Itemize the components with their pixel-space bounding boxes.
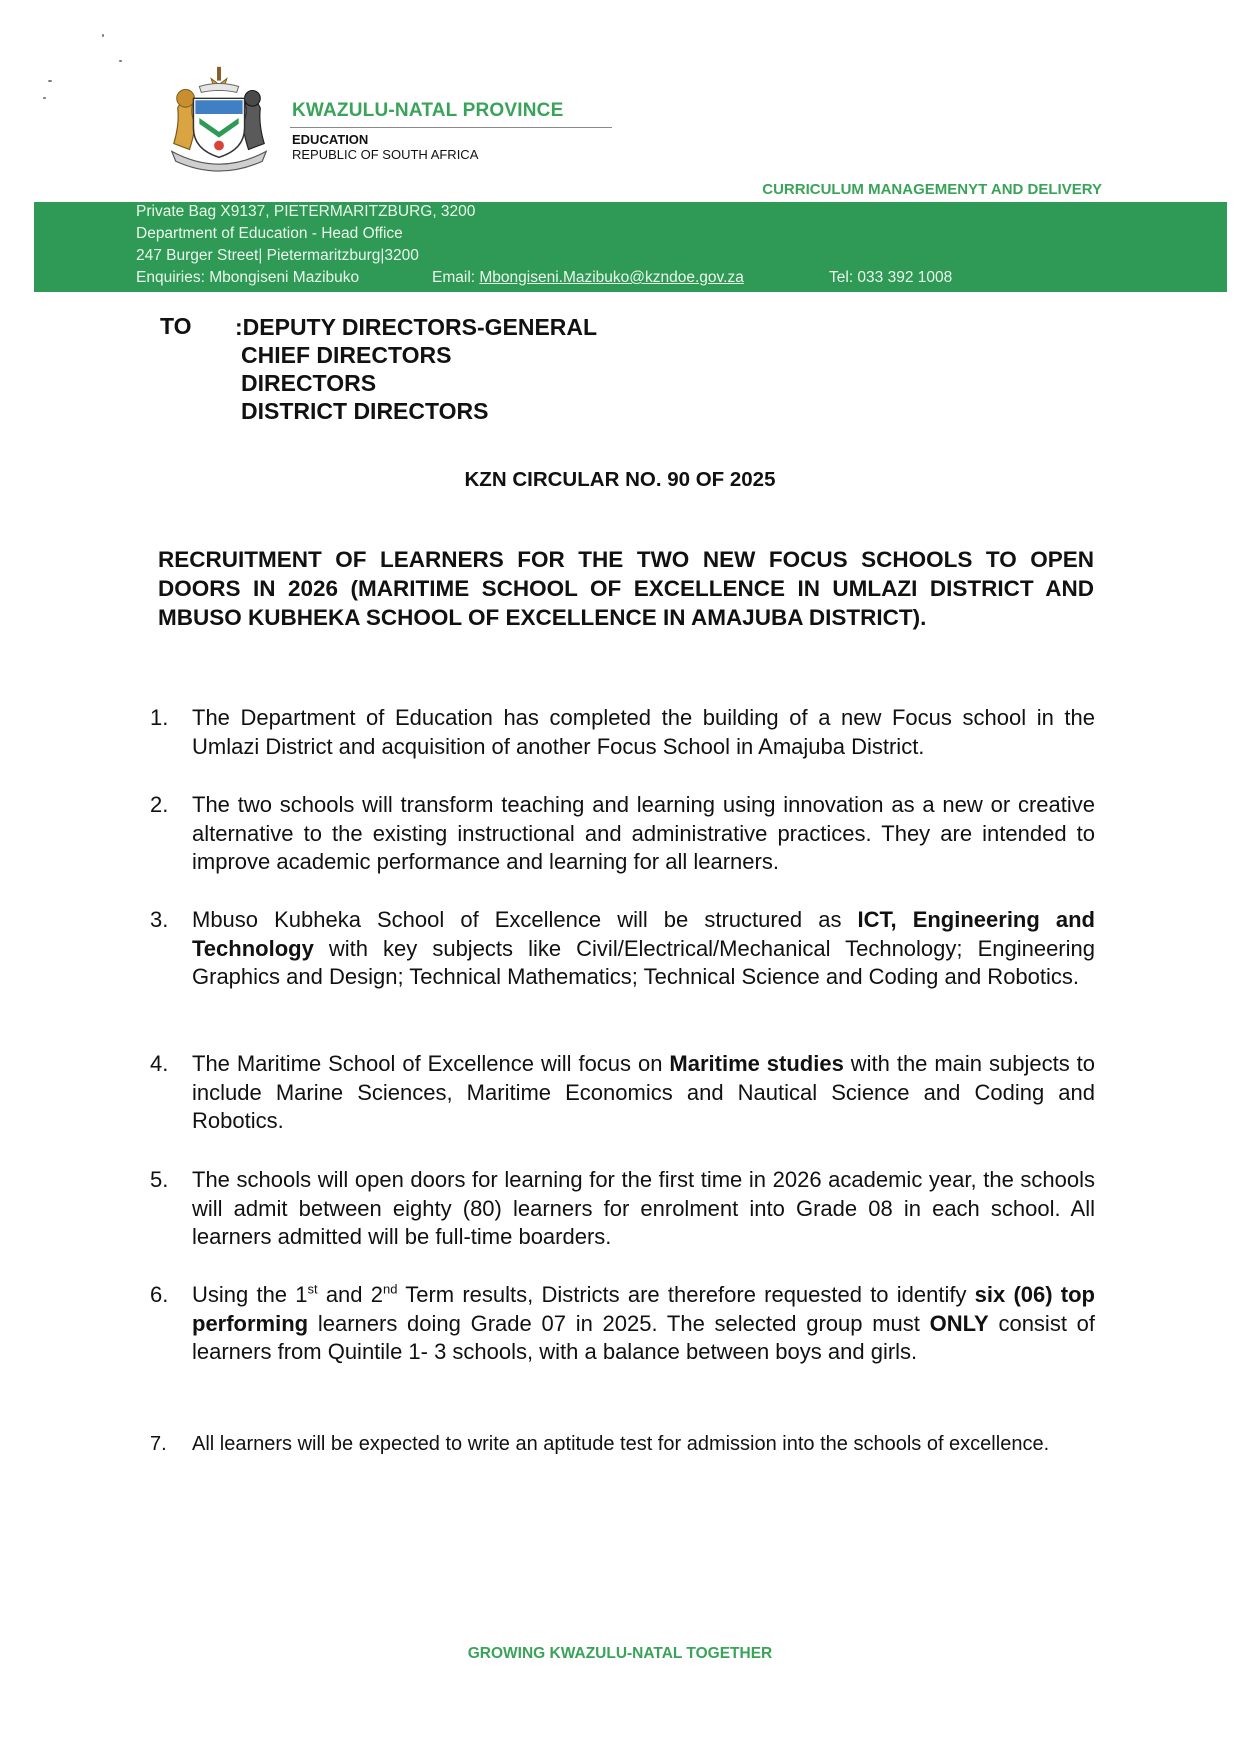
- text-run: Mbuso Kubheka School of Excellence will be structured as: [192, 907, 858, 932]
- text-run: Term results, Districts are therefore requested to identify: [397, 1282, 975, 1307]
- footer-slogan: GROWING KWAZULU-NATAL TOGETHER: [467, 1645, 773, 1662]
- list-item: [150, 1166, 1095, 1252]
- postal-address: Private Bag X9137, PIETERMARITZBURG, 3200: [136, 203, 476, 220]
- item-text: [192, 1281, 1095, 1367]
- contact-banner: [34, 202, 1227, 292]
- enquiries-contact: Enquiries: Mbongiseni Mazibuko: [136, 269, 360, 286]
- scan-speck: [119, 60, 122, 62]
- ordinal-suffix: st: [307, 1281, 318, 1297]
- item-number: 5.: [150, 1167, 169, 1192]
- text-run: The Maritime School of Excellence will focus on: [192, 1051, 670, 1076]
- text-run: consist of learners from Quintile 1- 3 schools, with a balance between boys and girls.: [192, 1310, 1096, 1365]
- text-run: with key subjects like Civil/Electrical/Mechanical Technology; Engineering Graphics and Design; Technical Mathematics; Technical Science and Coding and Robotics.: [192, 935, 1095, 990]
- text-run: learners doing Grade 07 in 2025. The selected group must: [308, 1310, 930, 1336]
- text-run: The two schools will transform teaching and learning using innovation as a new or creative alternative to the existing instructional and administrative practices. They are intended to improve academic performance and learning for all learners.: [192, 792, 1095, 875]
- email-contact: [432, 269, 744, 287]
- text-run: and 2: [317, 1282, 383, 1307]
- unit-name: CURRICULUM MANAGEMENYT AND DELIVERY: [762, 181, 1102, 198]
- item-text: [192, 1431, 1095, 1457]
- scan-speck: [43, 97, 46, 99]
- coat-of-arms-logo: [160, 58, 278, 174]
- scan-speck: [102, 34, 104, 37]
- text-run: All learners will be expected to write an aptitude test for admission into the schools of excellence.: [192, 1433, 1050, 1455]
- list-item: [150, 704, 1095, 761]
- item-number: 2.: [150, 792, 169, 817]
- circular-subject: RECRUITMENT OF LEARNERS FOR THE TWO NEW FOCUS SCHOOLS TO OPEN DOORS IN 2026 (MARITIME SCHOOL OF EXCELLENCE IN UMLAZI DISTRICT AND MBUSO KUBHEKA SCHOOL OF EXCELLENCE IN AMAJUBA DISTRICT).: [158, 547, 1094, 630]
- item-number: 6.: [150, 1282, 169, 1307]
- item-text: [192, 1166, 1095, 1252]
- recipient: :DEPUTY DIRECTORS-GENERAL: [235, 314, 598, 340]
- list-item: [150, 1431, 1095, 1457]
- text-run: Using the 1: [192, 1282, 308, 1307]
- telephone-contact: Tel: 033 392 1008: [829, 269, 953, 286]
- text-run: The schools will open doors for learning for the first time in 2026 academic year, the schools will admit between eighty (80) learners for enrolment into Grade 08 in each school. All learners admitted will be full-time boarders.: [192, 1167, 1095, 1250]
- email-link[interactable]: Mbongiseni.Mazibuko@kzndoe.gov.za: [479, 269, 744, 286]
- item-text: [192, 1050, 1095, 1136]
- scan-speck: [48, 80, 52, 82]
- list-item: [150, 906, 1095, 992]
- item-number: 4.: [150, 1051, 169, 1076]
- item-text: [192, 791, 1095, 877]
- list-item: [150, 791, 1095, 877]
- header-divider: [290, 127, 612, 128]
- emphasis-text: ICT, Engineering and Technology: [192, 907, 1095, 961]
- recipient: DIRECTORS: [241, 370, 377, 396]
- emphasis-text: Maritime studies: [669, 1051, 844, 1076]
- text-run: with the main subjects to include Marine Sciences, Maritime Economics and Nautical Science and Coding and Robotics.: [192, 1051, 1095, 1134]
- item-number: 3.: [150, 907, 169, 932]
- recipient: CHIEF DIRECTORS: [241, 342, 452, 368]
- street-address: 247 Burger Street| Pietermaritzburg|3200: [136, 247, 419, 264]
- circular-number: KZN CIRCULAR NO. 90 OF 2025: [464, 468, 776, 491]
- recipient: DISTRICT DIRECTORS: [241, 398, 489, 424]
- emphasis-text: ONLY: [929, 1310, 989, 1336]
- item-number: 1.: [150, 705, 169, 730]
- email-label: Email:: [432, 269, 480, 286]
- text-run: The Department of Education has completed the building of a new Focus school in the Umlazi District and acquisition of another Focus School in Amajuba District.: [192, 705, 1095, 759]
- emphasis-text: six (06) top performing: [192, 1282, 1095, 1336]
- department-name: EDUCATION: [292, 132, 369, 147]
- list-item: [150, 1281, 1095, 1367]
- office-name: Department of Education - Head Office: [136, 225, 403, 242]
- to-label: TO: [160, 313, 192, 339]
- item-number: 7.: [150, 1433, 167, 1455]
- item-text: [192, 704, 1095, 761]
- country-name: REPUBLIC OF SOUTH AFRICA: [292, 147, 479, 162]
- list-item: [150, 1050, 1095, 1136]
- ordinal-suffix: nd: [382, 1281, 398, 1297]
- province-name: KWAZULU-NATAL PROVINCE: [292, 100, 564, 121]
- recipient-list: [235, 313, 597, 425]
- item-text: [192, 906, 1095, 992]
